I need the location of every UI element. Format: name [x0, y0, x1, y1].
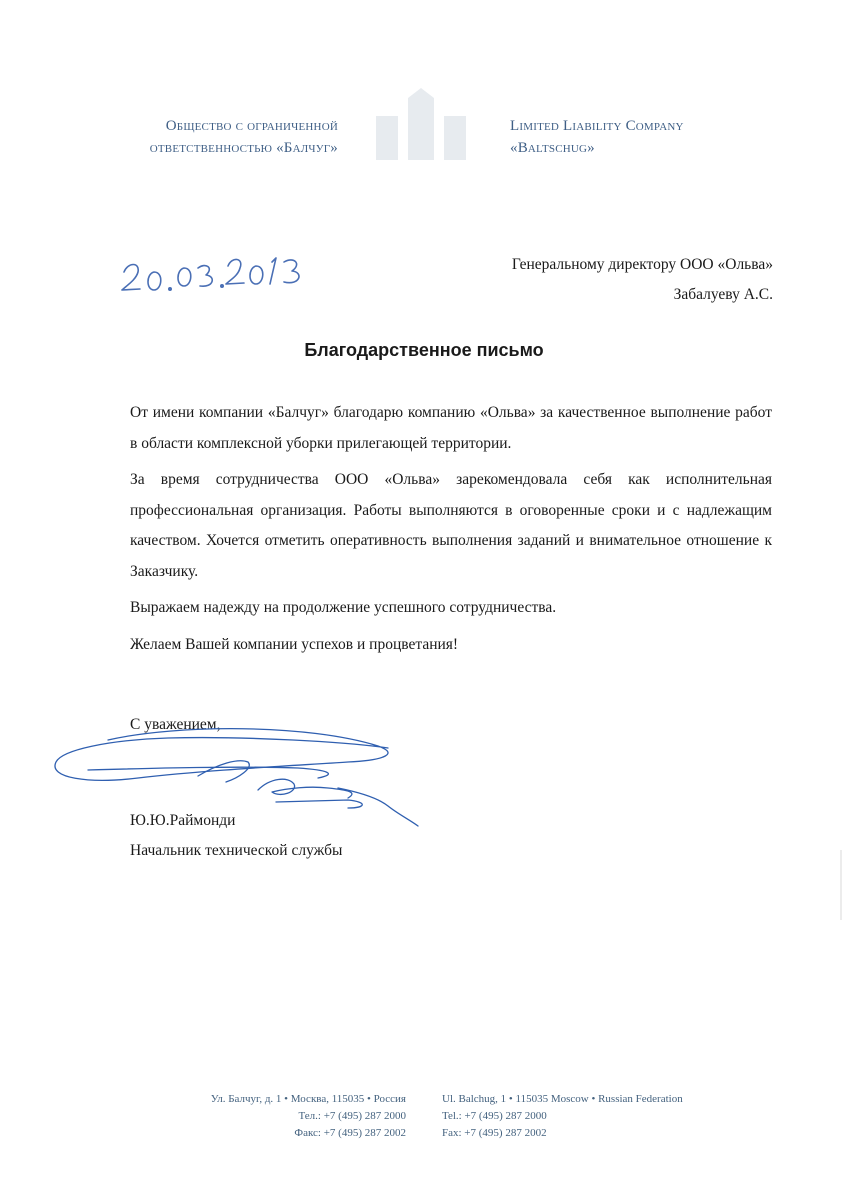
- scan-edge-mark: [838, 850, 844, 920]
- footer-ru-fax: Факс: +7 (495) 287 2002: [294, 1127, 406, 1139]
- handwritten-date: [118, 250, 308, 296]
- footer-ru-address: Ул. Балчуг, д. 1 • Москва, 115035 • Россия: [210, 1093, 406, 1105]
- footer-ru: [160, 1091, 406, 1142]
- addressee-line2: Забалуеву А.С.: [673, 286, 773, 303]
- footer-en: [442, 1091, 742, 1142]
- footer-en-fax: Fax: +7 (495) 287 2002: [442, 1127, 547, 1139]
- footer-en-phone: Tel.: +7 (495) 287 2000: [442, 1110, 547, 1122]
- footer-en-address: Ul. Balchug, 1 • 115035 Moscow • Russian Federation: [442, 1093, 683, 1105]
- letter-body: [130, 398, 772, 666]
- letterhead-en-line2: «Baltschug»: [510, 140, 595, 156]
- paragraph-1: От имени компании «Балчуг» благодарю компанию «Ольва» за качественное выполнение работ в области комплексной уборки прилегающей территории.: [130, 404, 772, 452]
- paragraph-2: За время сотрудничества ООО «Ольва» зарекомендовала себя как исполнительная профессиональная организация. Работы выполняются в оговоренные сроки и с надлежащим качеством. Хочется отметить оперативность выполнения заданий и внимательное отношение к Заказчику.: [130, 471, 772, 580]
- footer-ru-phone: Тел.: +7 (495) 287 2000: [298, 1110, 406, 1122]
- signer-block: [130, 806, 342, 866]
- company-emblem-watermark: [356, 88, 486, 168]
- signer-position: Начальник технической службы: [130, 842, 343, 859]
- signer-name: Ю.Ю.Раймонди: [130, 812, 236, 829]
- paragraph-3: Выражаем надежду на продолжение успешного сотрудничества.: [130, 599, 557, 616]
- letterhead-en: [510, 115, 750, 159]
- letterhead-ru-line2: ответственностью «Балчуг»: [149, 140, 338, 156]
- closing-phrase: С уважением,: [130, 716, 221, 733]
- letterhead-ru: [110, 115, 338, 159]
- letterhead-en-line1: Limited Liability Company: [510, 118, 684, 134]
- addressee: [512, 250, 773, 310]
- letter-title: Благодарственное письмо: [304, 340, 544, 360]
- letterhead-ru-line1: Общество с ограниченной: [165, 118, 338, 134]
- addressee-line1: Генеральному директору ООО «Ольва»: [511, 256, 773, 273]
- paragraph-4: Желаем Вашей компании успехов и процветания!: [130, 635, 459, 653]
